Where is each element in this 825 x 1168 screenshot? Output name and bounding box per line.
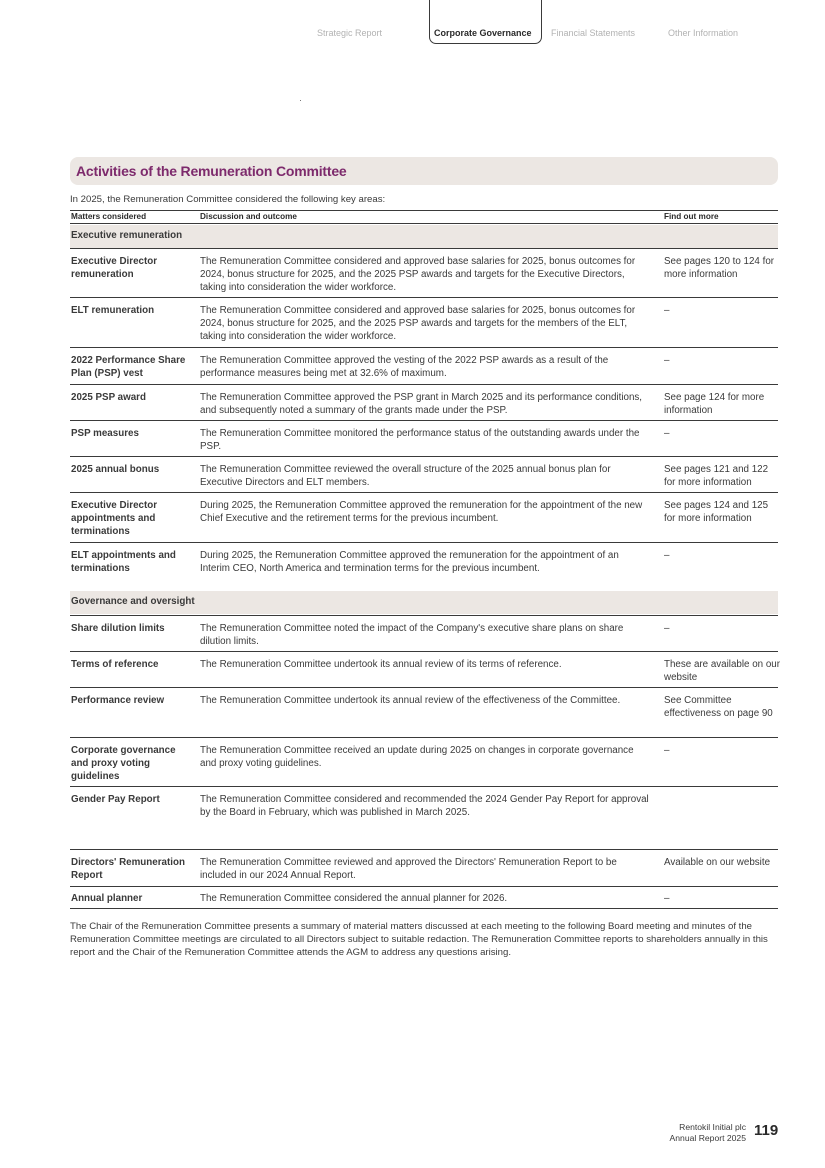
nav-corporate-governance[interactable]: Corporate Governance (429, 0, 542, 44)
find-out-more-cell: – (664, 893, 670, 904)
table-row (70, 347, 778, 384)
table-row (70, 737, 778, 786)
find-out-more-cell: – (664, 355, 670, 366)
intro-text: In 2025, the Remuneration Committee considered the following key areas: (70, 194, 386, 205)
discussion-cell: During 2025, the Remuneration Committee approved the remuneration for the appointment of the new Chief Executive and the retirement terms for the previous incumbent. (200, 500, 643, 524)
find-out-more-cell: See pages 121 and 122 for more information (664, 464, 769, 488)
section-title: Activities of the Remuneration Committee (76, 163, 347, 179)
table-row (70, 297, 778, 347)
discussion-cell: The Remuneration Committee approved the PSP grant in March 2025 and its performance conditions, and subsequently noted a summary of the grants made under the PSP. (200, 392, 643, 416)
discussion-cell: The Remuneration Committee received an update during 2025 on changes in corporate governance and proxy voting guidelines. (200, 745, 634, 769)
find-out-more-cell: – (664, 623, 670, 634)
find-out-more-cell: See pages 120 to 124 for more information (664, 256, 775, 280)
find-out-more-cell: These are available on our website (664, 659, 781, 683)
stray-dot (300, 100, 301, 101)
table-row (70, 542, 778, 591)
page-number: 119 (754, 1122, 779, 1139)
table-row (70, 786, 778, 849)
matter-cell: Executive Director appointments and terminations (71, 500, 158, 537)
matter-cell: Share dilution limits (71, 623, 165, 634)
group-row-executive-remuneration (70, 225, 778, 248)
table-row (70, 456, 778, 492)
group-label: Executive remuneration (71, 230, 183, 241)
discussion-cell: The Remuneration Committee reviewed and approved the Directors' Remuneration Report to be included in our 2024 Annual Report. (200, 857, 617, 881)
find-out-more-cell: – (664, 745, 670, 756)
discussion-cell: The Remuneration Committee noted the impact of the Company's executive share plans on share dilution limits. (200, 623, 624, 647)
table-row (70, 420, 778, 457)
matter-cell: 2025 annual bonus (71, 464, 160, 475)
find-out-more-cell: See page 124 for more information (664, 392, 765, 416)
find-out-more-cell: See pages 124 and 125 for more information (664, 500, 769, 524)
find-out-more-cell: Available on our website (664, 857, 771, 868)
page-footer (670, 1122, 746, 1143)
footer-company: Rentokil Initial plc (679, 1122, 746, 1132)
nav-other-information[interactable]: Other Information (668, 28, 739, 38)
table-row (70, 886, 778, 909)
header-discussion: Discussion and outcome (200, 212, 297, 221)
discussion-cell: During 2025, the Remuneration Committee approved the remuneration for the appointment of an Interim CEO, North America and termination terms for the previous incumbent. (200, 550, 619, 574)
matter-cell: ELT appointments and terminations (71, 550, 176, 574)
section-heading-bar (70, 157, 778, 185)
discussion-cell: The Remuneration Committee undertook its annual review of the effectiveness of the Committee. (200, 695, 621, 706)
header-matters: Matters considered (71, 212, 147, 221)
discussion-cell: The Remuneration Committee monitored the performance status of the outstanding awards under the PSP. (200, 428, 640, 452)
table-row (70, 849, 778, 886)
matter-cell: Terms of reference (71, 659, 159, 670)
find-out-more-cell: – (664, 428, 670, 439)
table-row (70, 687, 778, 737)
matter-cell: ELT remuneration (71, 305, 155, 316)
matter-cell: Corporate governance and proxy voting guidelines (71, 745, 176, 782)
matter-cell: Performance review (71, 695, 165, 706)
discussion-cell: The Remuneration Committee undertook its annual review of its terms of reference. (200, 659, 562, 670)
closing-paragraph: The Chair of the Remuneration Committee presents a summary of material matters discussed at each meeting to the following Board meeting and minutes of the Remuneration Committee meetings are circulated to all Directors subject to suitable redaction. The Remuneration Committee reports to shareholders annually in this report and the Chair of the Remuneration Committee attends the AGM to address any questions arising. (70, 921, 768, 958)
discussion-cell: The Remuneration Committee approved the vesting of the 2022 PSP awards as a result of the performance measures being met at 32.6% of maximum. (200, 355, 609, 379)
discussion-cell: The Remuneration Committee reviewed the overall structure of the 2025 annual bonus plan for Executive Directors and ELT members. (200, 464, 611, 488)
matter-cell: Directors' Remuneration Report (71, 857, 185, 881)
header-find-out-more: Find out more (664, 212, 719, 221)
table-row (70, 651, 781, 687)
table-row (70, 384, 778, 421)
find-out-more-cell: – (664, 305, 670, 316)
matter-cell: Gender Pay Report (71, 794, 160, 805)
group-row-governance-oversight (70, 591, 778, 614)
matter-cell: Annual planner (71, 893, 143, 904)
table-header (70, 210, 778, 224)
matter-cell: PSP measures (71, 428, 139, 439)
section-nav (0, 0, 825, 46)
find-out-more-cell: – (664, 550, 670, 561)
find-out-more-cell: See Committee effectiveness on page 90 (664, 695, 773, 719)
discussion-cell: The Remuneration Committee considered and recommended the 2024 Gender Pay Report for approval by the Board in February, which was published in March 2025. (200, 794, 649, 818)
discussion-cell: The Remuneration Committee considered and approved base salaries for 2025, bonus outcomes for 2024, bonus structure for 2025, and the 2025 PSP awards and targets for the Executive Directors, taking into consideration the wider workforce. (200, 256, 636, 293)
nav-financial-statements[interactable]: Financial Statements (551, 28, 636, 38)
table-row (70, 615, 778, 651)
nav-strategic-report[interactable]: Strategic Report (317, 28, 383, 38)
matter-cell: 2025 PSP award (71, 392, 146, 403)
discussion-cell: The Remuneration Committee considered the annual planner for 2026. (200, 893, 508, 904)
footer-report: Annual Report 2025 (669, 1132, 746, 1143)
matter-cell: 2022 Performance Share Plan (PSP) vest (71, 355, 186, 379)
table-row (70, 248, 778, 297)
matter-cell: Executive Director remuneration (71, 256, 158, 280)
table-row (70, 492, 778, 542)
group-label: Governance and oversight (71, 596, 195, 607)
discussion-cell: The Remuneration Committee considered and approved base salaries for 2025, bonus outcomes for 2024, bonus structure for 2025, and the 2025 PSP awards and targets for the members of the ELT, taking into consideration the wider workforce. (200, 305, 636, 342)
